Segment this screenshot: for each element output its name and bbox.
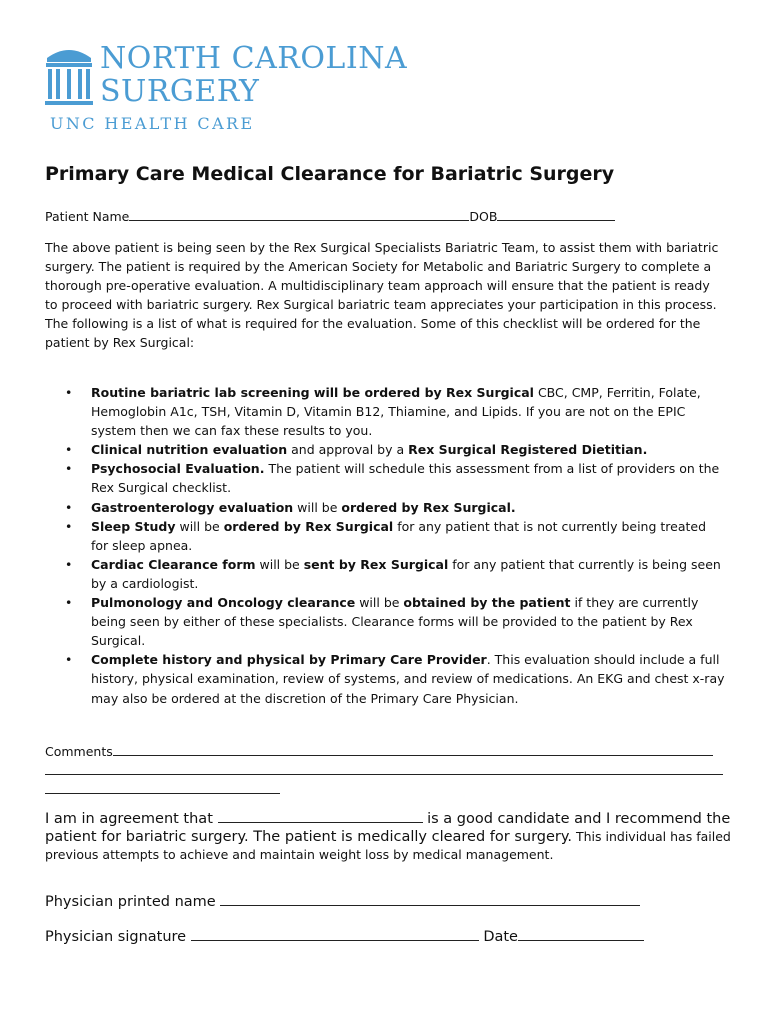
item-bold: Cardiac Clearance form [91, 556, 256, 572]
bullet-icon: • [65, 652, 73, 668]
item-bold: Clinical nutrition evaluation [91, 442, 288, 458]
agreement-statement [45, 810, 735, 864]
date-label: Date [483, 929, 518, 945]
logo-line-1: NORTH CAROLINA [100, 41, 408, 76]
list-item [45, 555, 725, 593]
comments-section [45, 742, 725, 799]
comments-line-3[interactable] [45, 781, 280, 794]
logo-line-2: SURGERY [100, 74, 260, 109]
bullet-icon: • [65, 442, 73, 458]
agreement-text: is a good candidate and I recommend the patient for bariatric surgery. The patient is medically cleared for surgery. [45, 811, 731, 845]
patient-name-field[interactable] [129, 208, 469, 221]
intro-paragraph: The above patient is being seen by the Rex Surgical Specialists Bariatric Team, to assist them with bariatric surgery. The patient is required by the American Society for Metabolic and Bariatric Surgery to complete a thorough pre-operative evaluation. A multidisciplinary team approach will ensure that the patient is ready to proceed with bariatric surgery. Rex Surgical bariatric team appreciates your participation in this process. The following is a list of what is required for the evaluation. Some of this checklist will be ordered for the patient by Rex Surgical: [45, 240, 719, 351]
bullet-icon: • [65, 518, 73, 534]
comments-label: Comments [45, 744, 113, 759]
agreement-note: This individual has failed previous attempts to achieve and maintain weight loss by medical management. [45, 829, 731, 862]
bullet-icon: • [65, 499, 73, 515]
item-text: for any patient that currently is being seen by a cardiologist. [91, 556, 721, 591]
item-bold: Routine bariatric lab screening will be ordered by Rex Surgical [91, 385, 534, 400]
signature-field[interactable] [191, 928, 479, 941]
date-field[interactable] [518, 928, 644, 941]
list-item [45, 440, 725, 459]
list-item [45, 593, 725, 650]
item-text: if they are currently being seen by either of these specialists. Clearance forms will be provided to the patient by Rex Surgical. [91, 595, 699, 649]
signature-row [45, 928, 644, 945]
item-bold: ordered by Rex Surgical. [341, 499, 516, 515]
item-text: will be [293, 499, 342, 515]
patient-row [45, 208, 615, 224]
item-text: The patient will schedule this assessment from a list of providers on the Rex Surgical checklist. [91, 461, 720, 496]
item-bold: ordered by Rex Surgical [223, 518, 394, 534]
printed-name-label: Physician printed name [45, 894, 216, 910]
printed-name-row [45, 893, 640, 910]
signature-label: Physician signature [45, 929, 187, 945]
patient-name-label: Patient Name [45, 209, 130, 224]
logo [44, 42, 484, 137]
agreement-text: I am in agreement that [45, 811, 218, 827]
item-bold: Sleep Study [91, 518, 176, 534]
item-bold: Pulmonology and Oncology clearance [91, 595, 356, 611]
comments-field[interactable] [113, 743, 713, 756]
patient-name-blank[interactable] [218, 810, 423, 823]
item-text: for any patient that is not currently being treated for sleep apnea. [91, 518, 707, 553]
dob-label: DOB [469, 209, 498, 224]
dob-field[interactable] [497, 208, 615, 221]
item-bold: Psychosocial Evaluation. [91, 461, 265, 477]
bullet-icon: • [65, 461, 73, 477]
item-text: CBC, CMP, Ferritin, Folate, Hemoglobin A1c, TSH, Vitamin D, Vitamin B12, Thiamine, and Lipids. If you are not on the EPIC system then we can fax these results to you. [91, 385, 701, 439]
old-well-icon [44, 44, 94, 110]
item-text: and approval by a [287, 442, 409, 458]
item-text: will be [175, 518, 224, 534]
logo-organization [100, 42, 407, 108]
item-bold: Complete history and physical by Primary Care Provider [91, 652, 487, 668]
evaluation-checklist [45, 383, 725, 708]
comments-line-2[interactable] [45, 762, 723, 775]
item-bold: Rex Surgical Registered Dietitian. [408, 442, 648, 458]
item-bold: Gastroenterology evaluation [91, 499, 294, 515]
item-text: will be [255, 556, 304, 572]
page-title: Primary Care Medical Clearance for Bariatric Surgery [45, 163, 615, 185]
list-item [45, 383, 725, 440]
list-item [45, 459, 725, 497]
item-text: will be [355, 595, 404, 611]
item-text: . This evaluation should include a full history, physical examination, review of systems, and review of medications. An EKG and chest x-ray may also be ordered at the discretion of the Primary Care Physician. [91, 652, 725, 706]
item-bold: obtained by the patient [403, 595, 571, 611]
printed-name-field[interactable] [220, 893, 640, 906]
bullet-icon: • [65, 556, 73, 572]
logo-affiliation: UNC HEALTH CARE [50, 114, 255, 133]
list-item [45, 517, 725, 555]
item-bold: sent by Rex Surgical [303, 556, 449, 572]
list-item [45, 650, 725, 707]
bullet-icon: • [65, 595, 73, 611]
list-item [45, 498, 725, 517]
bullet-icon: • [65, 385, 73, 400]
